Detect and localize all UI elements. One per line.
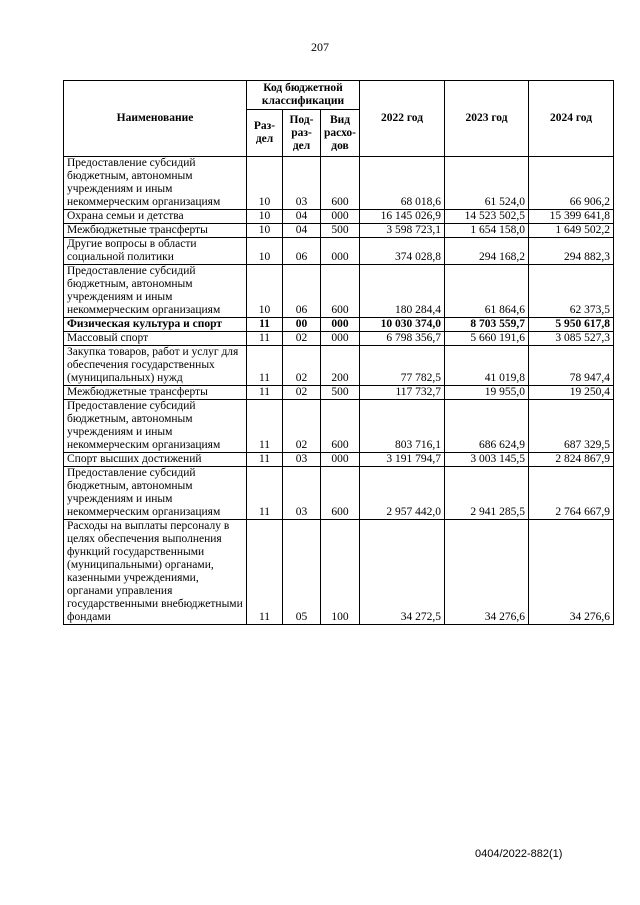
row-value-2023: 14 523 502,5 [445,210,529,224]
row-value-2024: 62 373,5 [529,265,614,318]
row-value-2024: 34 276,6 [529,520,614,625]
row-value-2024: 5 950 617,8 [529,318,614,332]
row-value-2024: 2 764 667,9 [529,467,614,520]
row-value-2022: 803 716,1 [360,400,445,453]
header-section: Раз- дел [247,110,283,157]
row-expense-type: 000 [321,210,360,224]
row-section: 10 [247,157,283,210]
row-name: Предоставление субсидий бюджетным, автономным учреждениям и иным некоммерческим организациям [64,265,247,318]
row-value-2023: 1 654 158,0 [445,224,529,238]
row-section: 11 [247,467,283,520]
row-value-2023: 8 703 559,7 [445,318,529,332]
row-section: 10 [247,265,283,318]
row-value-2022: 180 284,4 [360,265,445,318]
row-section: 10 [247,238,283,265]
row-expense-type: 000 [321,318,360,332]
table-row [64,224,614,238]
row-value-2022: 10 030 374,0 [360,318,445,332]
budget-table [63,80,614,625]
row-value-2022: 16 145 026,9 [360,210,445,224]
row-section: 11 [247,520,283,625]
row-name: Предоставление субсидий бюджетным, автономным учреждениям и иным некоммерческим организациям [64,157,247,210]
row-value-2022: 34 272,5 [360,520,445,625]
row-value-2023: 294 168,2 [445,238,529,265]
row-subsection: 04 [283,210,321,224]
row-subsection: 04 [283,224,321,238]
row-value-2024: 15 399 641,8 [529,210,614,224]
header-subsection: Под- раз- дел [283,110,321,157]
table-body [64,157,614,625]
row-subsection: 05 [283,520,321,625]
row-value-2023: 2 941 285,5 [445,467,529,520]
header-expense-type: Вид расхо- дов [321,110,360,157]
table-row [64,265,614,318]
row-value-2023: 3 003 145,5 [445,453,529,467]
header-code-group: Код бюджетной классификации [247,81,360,110]
row-value-2022: 374 028,8 [360,238,445,265]
page-number: 207 [311,40,329,54]
row-name: Предоставление субсидий бюджетным, автономным учреждениям и иным некоммерческим организациям [64,467,247,520]
row-name: Закупка товаров, работ и услуг для обеспечения государственных (муниципальных) нужд [64,346,247,386]
row-value-2024: 687 329,5 [529,400,614,453]
row-subsection: 03 [283,157,321,210]
row-value-2022: 2 957 442,0 [360,467,445,520]
row-value-2023: 61 864,6 [445,265,529,318]
row-expense-type: 500 [321,386,360,400]
row-value-2023: 19 955,0 [445,386,529,400]
row-name: Предоставление субсидий бюджетным, автономным учреждениям и иным некоммерческим организациям [64,400,247,453]
row-subsection: 02 [283,346,321,386]
row-section: 11 [247,386,283,400]
table-row [64,453,614,467]
row-section: 11 [247,332,283,346]
row-expense-type: 500 [321,224,360,238]
row-value-2024: 1 649 502,2 [529,224,614,238]
row-subsection: 03 [283,467,321,520]
row-subsection: 03 [283,453,321,467]
header-2024: 2024 год [529,81,614,157]
table-row [64,467,614,520]
row-section: 11 [247,400,283,453]
row-expense-type: 600 [321,157,360,210]
row-name: Спорт высших достижений [64,453,247,467]
table-row [64,210,614,224]
row-value-2024: 294 882,3 [529,238,614,265]
table-row [64,332,614,346]
row-value-2023: 686 624,9 [445,400,529,453]
row-name: Другие вопросы в области социальной политики [64,238,247,265]
table-row [64,238,614,265]
row-value-2022: 6 798 356,7 [360,332,445,346]
table-row [64,520,614,625]
row-name: Межбюджетные трансферты [64,224,247,238]
header-2023: 2023 год [445,81,529,157]
row-subsection: 06 [283,265,321,318]
row-subsection: 02 [283,332,321,346]
row-value-2023: 34 276,6 [445,520,529,625]
row-expense-type: 000 [321,238,360,265]
row-expense-type: 600 [321,467,360,520]
row-value-2024: 66 906,2 [529,157,614,210]
row-section: 11 [247,318,283,332]
row-subsection: 06 [283,238,321,265]
row-value-2024: 19 250,4 [529,386,614,400]
row-value-2022: 77 782,5 [360,346,445,386]
row-name: Охрана семьи и детства [64,210,247,224]
row-expense-type: 000 [321,332,360,346]
table-row [64,346,614,386]
row-section: 10 [247,210,283,224]
table-row [64,400,614,453]
header-name: Наименование [64,81,247,157]
row-expense-type: 600 [321,265,360,318]
row-subsection: 02 [283,386,321,400]
row-section: 10 [247,224,283,238]
row-expense-type: 000 [321,453,360,467]
row-value-2022: 68 018,6 [360,157,445,210]
row-name: Межбюджетные трансферты [64,386,247,400]
row-subsection: 02 [283,400,321,453]
row-subsection: 00 [283,318,321,332]
row-value-2024: 2 824 867,9 [529,453,614,467]
row-value-2022: 3 598 723,1 [360,224,445,238]
row-value-2022: 117 732,7 [360,386,445,400]
header-row-1 [64,81,614,110]
row-name: Массовый спорт [64,332,247,346]
row-expense-type: 100 [321,520,360,625]
row-value-2023: 61 524,0 [445,157,529,210]
header-2022: 2022 год [360,81,445,157]
table-row [64,157,614,210]
row-value-2024: 78 947,4 [529,346,614,386]
row-name: Расходы на выплаты персоналу в целях обеспечения выполнения функций государственными (муниципальными) органами, казенными учреждениями, органами управления государственными внебюджетными фондами [64,520,247,625]
row-section: 11 [247,453,283,467]
row-value-2024: 3 085 527,3 [529,332,614,346]
table-row [64,318,614,332]
document-id: 0404/2022-882(1) [475,848,563,860]
row-value-2023: 41 019,8 [445,346,529,386]
row-section: 11 [247,346,283,386]
row-value-2023: 5 660 191,6 [445,332,529,346]
row-value-2022: 3 191 794,7 [360,453,445,467]
row-expense-type: 600 [321,400,360,453]
row-name: Физическая культура и спорт [64,318,247,332]
table-row [64,386,614,400]
row-expense-type: 200 [321,346,360,386]
